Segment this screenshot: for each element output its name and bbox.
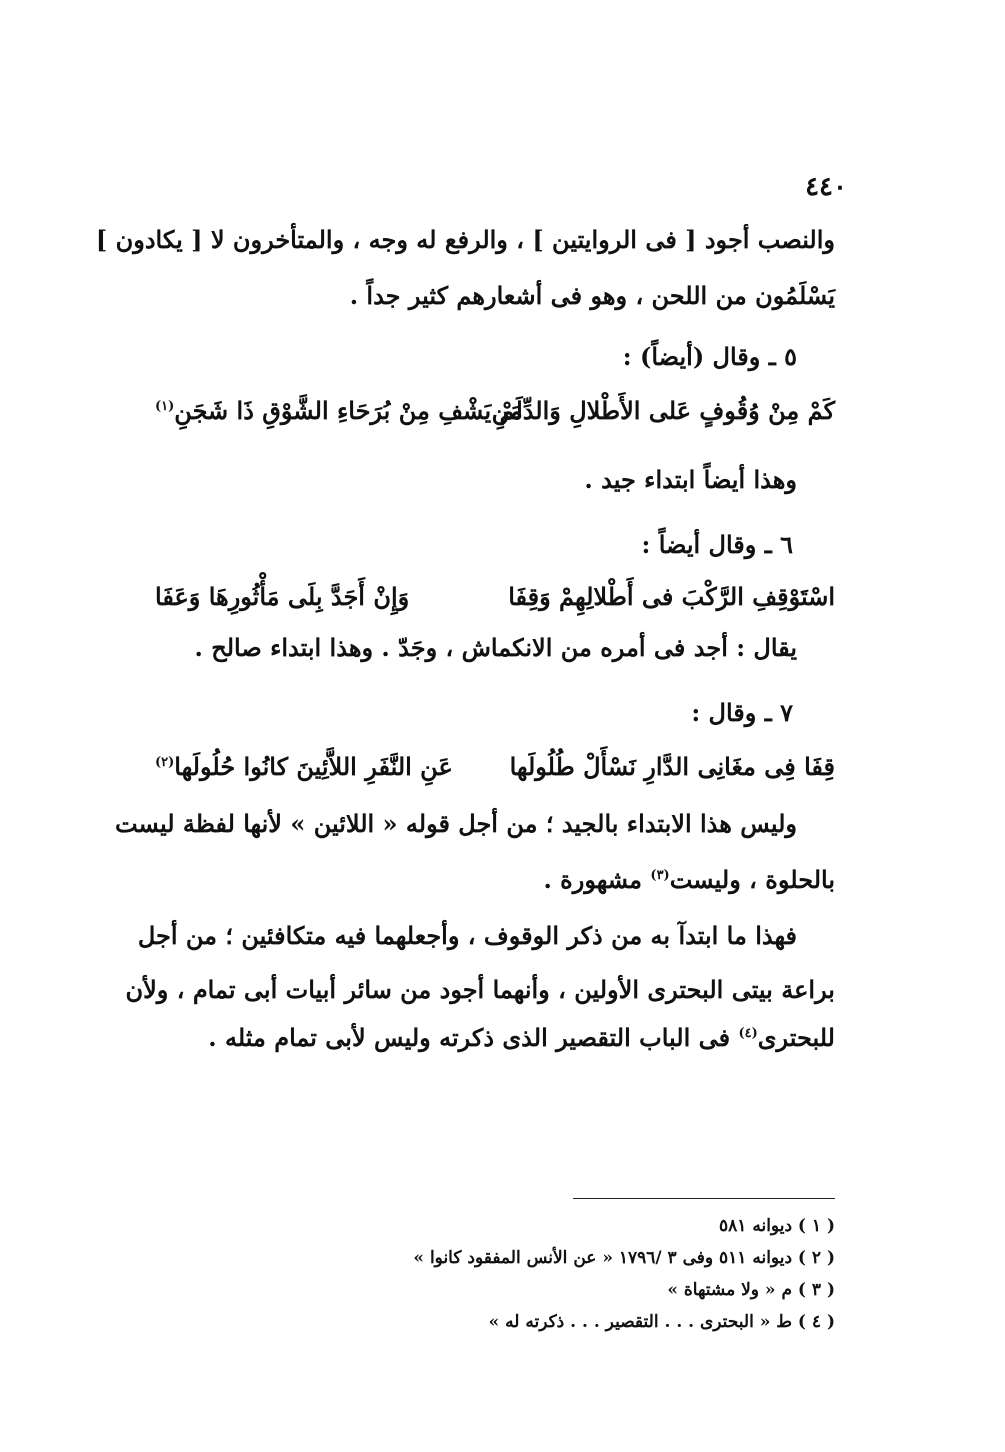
paragraph-line <box>155 1024 835 1053</box>
verse-line <box>155 582 835 622</box>
paragraph-line: براعة بيتى البحترى الأولين ، وأنهما أجود من سائر أبيات أبى تمام ، ولأن <box>125 975 835 1004</box>
text-run: للبحترى <box>757 1023 835 1052</box>
text-run: بالحلوة ، وليست <box>669 865 835 894</box>
paragraph-line: يَسْلَمُون من اللحن ، وهو فى أشعارهم كثير جداً . <box>349 281 835 310</box>
footnote-marker: (٣) <box>650 868 670 883</box>
verse-hemistich-first: قِفَا فِى مغَانِى الدَّارِ نَسْأَلْ طُلُولَها <box>509 752 835 781</box>
section-heading: ٧ ـ وقال : <box>691 698 793 727</box>
comment-line: يقال : أجد فى أمره من الانكماش ، وجَدّ . وهذا ابتداء صالح . <box>194 633 797 662</box>
section-heading: ٦ ـ وقال أيضاً : <box>641 530 793 559</box>
verse-line <box>155 752 835 792</box>
footnote: ( ٤ ) ط « البحترى . . . التقصير . . . ذكرته له » <box>488 1312 835 1332</box>
verse-hemistich-first: كَمْ مِنْ وُقُوفٍ عَلى الأَطْلالِ وَالدِّمَنِ <box>491 396 835 425</box>
section-heading: ٥ ـ وقال (أيضاً) : <box>622 342 797 371</box>
footnote-marker: (٢) <box>155 755 175 770</box>
verse-text: عَنِ النَّفَرِ اللاَّئِينَ كانُوا حُلُولَها <box>174 752 453 781</box>
verse-text: لَمْ يَشْفِ مِنْ بُرَحَاءِ الشَّوْقِ ذَا شَجَنِ <box>174 396 523 425</box>
verse-hemistich-second <box>155 752 453 781</box>
verse-line <box>155 396 835 436</box>
footnote-marker: (١) <box>155 399 175 414</box>
text-run: فى الباب التقصير الذى ذكرته وليس لأبى تمام مثله . <box>208 1023 739 1052</box>
footnote: ( ٣ ) م « ولا مشتهاة » <box>667 1280 835 1300</box>
verse-hemistich-first: اسْتَوْقِفِ الرَّكْبَ فى أَطْلالِهِمْ وَقِفَا <box>508 582 835 611</box>
verse-hemistich-second: وَإِنْ أَجَدَّ بِلَى مَأْثُورِهَا وَعَفَا <box>155 582 410 611</box>
footnote-marker: (٤) <box>738 1026 758 1041</box>
paragraph-line: فهذا ما ابتدآ به من ذكر الوقوف ، وأجعلهما فيه متكافئين ؛ من أجل <box>137 921 797 950</box>
footnote: ( ١ ) ديوانه ٥٨١ <box>719 1216 835 1236</box>
comment-line: وليس هذا الابتداء بالجيد ؛ من أجل قوله « اللائين » لأنها لفظة ليست <box>114 809 797 838</box>
paragraph-line: والنصب أجود [ فى الروايتين ] ، والرفع له وجه ، والمتأخرون لا [ يكادون ] <box>95 225 835 254</box>
page-number: ٤٤٠ <box>805 172 847 202</box>
footnote: ( ٢ ) ديوانه ٥١١ وفى ٣ /١٧٩٦ « عن الأنس المفقود كانوا » <box>413 1248 835 1268</box>
text-run: مشهورة . <box>543 865 651 894</box>
comment-line: وهذا أيضاً ابتداء جيد . <box>584 465 797 494</box>
verse-hemistich-second <box>155 396 523 425</box>
comment-line <box>155 866 835 895</box>
footnote-divider <box>573 1198 835 1199</box>
